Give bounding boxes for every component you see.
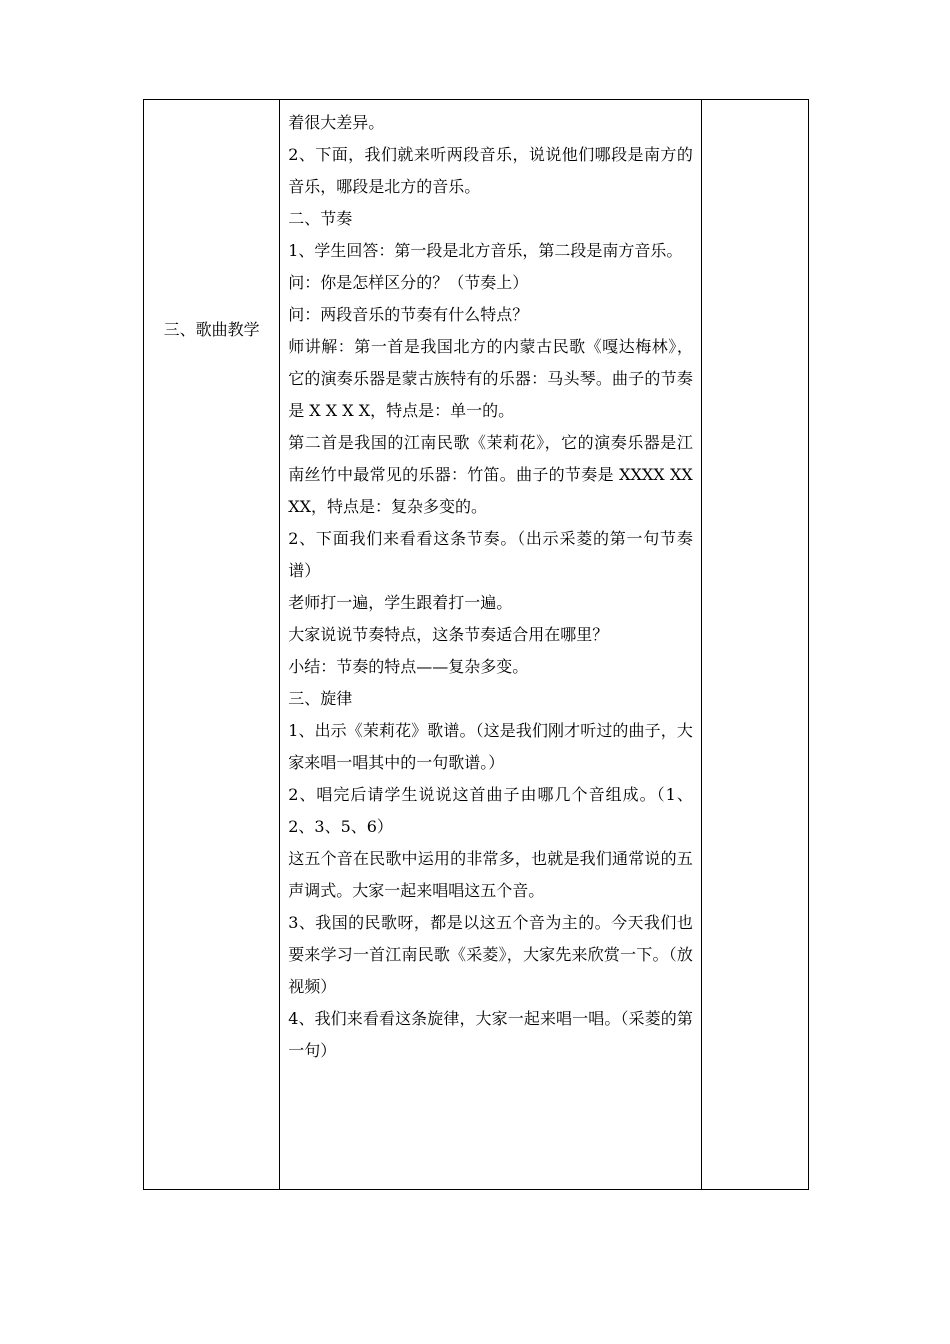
paragraph: 问：你是怎样区分的？（节奏上） — [288, 273, 529, 292]
section-heading: 三、旋律 — [288, 689, 353, 708]
paragraph: 师讲解：第一首是我国北方的内蒙古民歌《嘎达梅林》，它的演奏乐器是蒙古族特有的乐器：马头琴。曲子的节奏是 X X X X，特点是：单一的。 — [288, 337, 693, 420]
paragraph: 小结：节奏的特点——复杂多变。 — [288, 657, 529, 676]
notes-cell — [701, 100, 808, 1190]
paragraph: 老师打一遍，学生跟着打一遍。 — [288, 593, 513, 612]
paragraph: 大家说说节奏特点，这条节奏适合用在哪里？ — [288, 625, 609, 644]
paragraph: 1、学生回答：第一段是北方音乐，第二段是南方音乐。 — [288, 241, 683, 260]
content-cell — [280, 100, 702, 1190]
paragraph: 第二首是我国的江南民歌《茉莉花》，它的演奏乐器是江南丝竹中最常见的乐器：竹笛。曲子的节奏是 XXXX XXXX，特点是：复杂多变的。 — [288, 433, 693, 516]
stage-cell — [144, 100, 280, 1190]
paragraph: 3、我国的民歌呀，都是以这五个音为主的。今天我们也要来学习一首江南民歌《采菱》，大家先来欣赏一下。（放视频） — [288, 913, 693, 996]
paragraph: 着很大差异。 — [288, 113, 385, 132]
paragraph: 2、下面我们来看看这条节奏。（出示采菱的第一句节奏谱） — [288, 529, 693, 580]
section-heading: 二、节奏 — [288, 209, 353, 228]
paragraph: 4、我们来看看这条旋律，大家一起来唱一唱。（采菱的第一句） — [288, 1009, 693, 1060]
table-row — [144, 100, 809, 1190]
paragraph: 问：两段音乐的节奏有什么特点？ — [288, 305, 529, 324]
paragraph: 这五个音在民歌中运用的非常多，也就是我们通常说的五声调式。大家一起来唱唱这五个音。 — [288, 849, 693, 900]
paragraph: 1、出示《茉莉花》歌谱。（这是我们刚才听过的曲子，大家来唱一唱其中的一句歌谱。） — [288, 721, 693, 772]
lesson-plan-table — [143, 99, 809, 1190]
paragraph: 2、唱完后请学生说说这首曲子由哪几个音组成。（1、2、3、5、6） — [288, 785, 693, 836]
paragraph: 2、下面，我们就来听两段音乐，说说他们哪段是南方的音乐，哪段是北方的音乐。 — [288, 145, 693, 196]
stage-label: 三、歌曲教学 — [163, 320, 260, 339]
